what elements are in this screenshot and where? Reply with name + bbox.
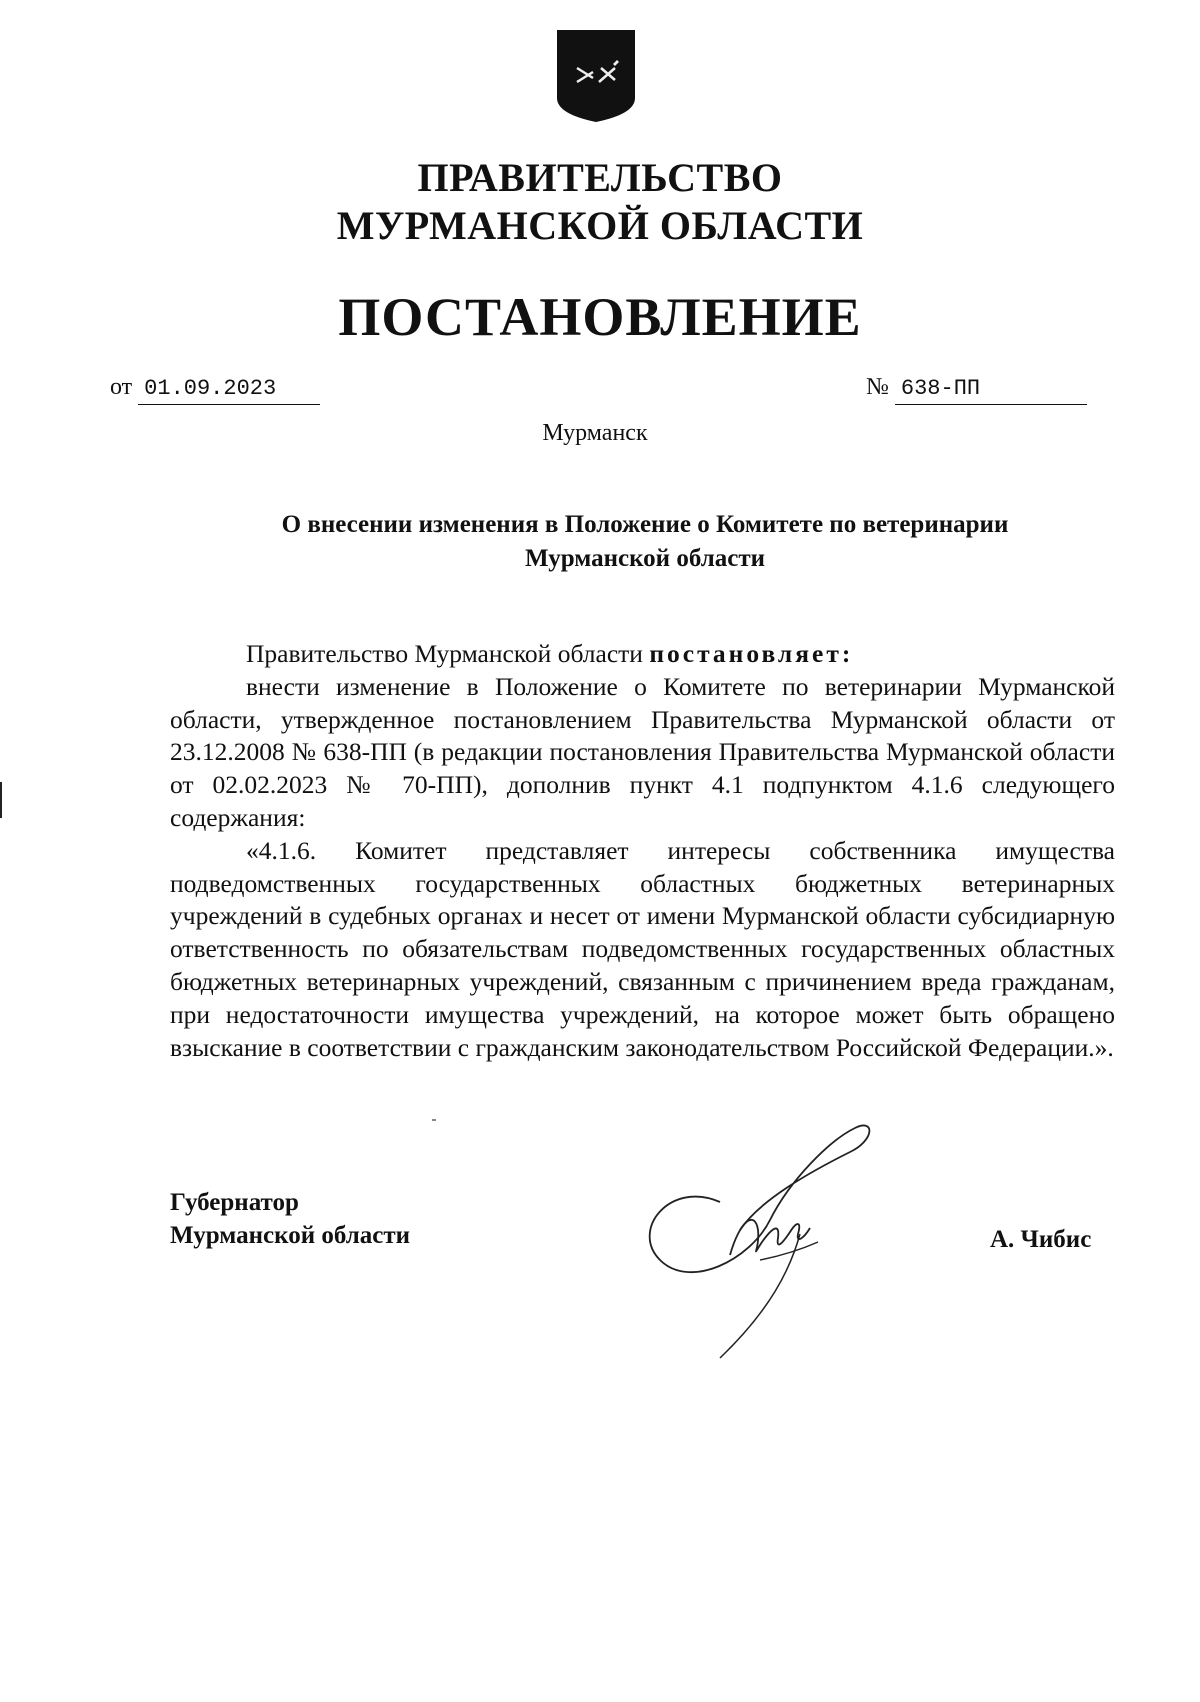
number-prefix: № bbox=[866, 374, 889, 400]
subject-heading bbox=[0, 508, 1200, 576]
body-paragraph-decree bbox=[170, 638, 1115, 671]
subject-line2: Мурманской области bbox=[524, 545, 766, 572]
city: Мурманск bbox=[542, 420, 648, 446]
number-field: 638-ПП bbox=[895, 374, 1087, 405]
document-body bbox=[170, 638, 1115, 1064]
signatory-position-line1: Губернатор bbox=[170, 1189, 299, 1216]
coat-of-arms-icon bbox=[555, 28, 637, 124]
government-title-line1: ПРАВИТЕЛЬСТВО bbox=[417, 155, 783, 200]
signatory-position-line2: Мурманской области bbox=[170, 1222, 411, 1249]
body-paragraph-quote: «4.1.6. Комитет представляет интересы собственника имущества подведомственных государственных областных бюджетных ветеринарных учреждений в судебных органах и несет от имени Мурманской области субсидиарную ответственность по обязательствам подведомственных государственных областных бюджетных ветеринарных учреждений, связанным с причинением вреда гражданам, при недостаточности имущества учреждений, на которое может быть обращено взыскание в соответствии с гражданским законодательством Российской Федерации.». bbox=[170, 835, 1115, 1062]
government-title-line2: МУРМАНСКОЙ ОБЛАСТИ bbox=[336, 203, 864, 248]
decree-intro: Правительство Мурманской области bbox=[246, 639, 650, 668]
signatory-position bbox=[170, 1186, 410, 1252]
date-prefix: от bbox=[110, 374, 133, 400]
signatory-name: А. Чибис bbox=[990, 1226, 1092, 1253]
scan-edge-mark bbox=[0, 782, 2, 818]
date-field: 01.09.2023 bbox=[138, 374, 320, 405]
body-paragraph-amendment: внести изменение в Положение о Комитете по ветеринарии Мурманской области, утвержденное постановлением Правительства Мурманской области от 23.12.2008 № 638-ПП (в редакции постановления Правительства Мурманской области от 02.02.2023 № 70-ПП), дополнив пункт 4.1 подпунктом 4.1.6 следующего содержания: bbox=[170, 671, 1115, 832]
date-block bbox=[110, 372, 320, 405]
scan-speck bbox=[432, 1119, 436, 1121]
subject-line1: О внесении изменения в Положение о Комитете по ветеринарии bbox=[281, 511, 1009, 538]
number-block bbox=[866, 372, 1087, 405]
document-type: ПОСТАНОВЛЕНИЕ bbox=[338, 287, 862, 347]
decree-word: постановляет: bbox=[649, 639, 854, 668]
handwritten-signature bbox=[640, 1110, 890, 1360]
